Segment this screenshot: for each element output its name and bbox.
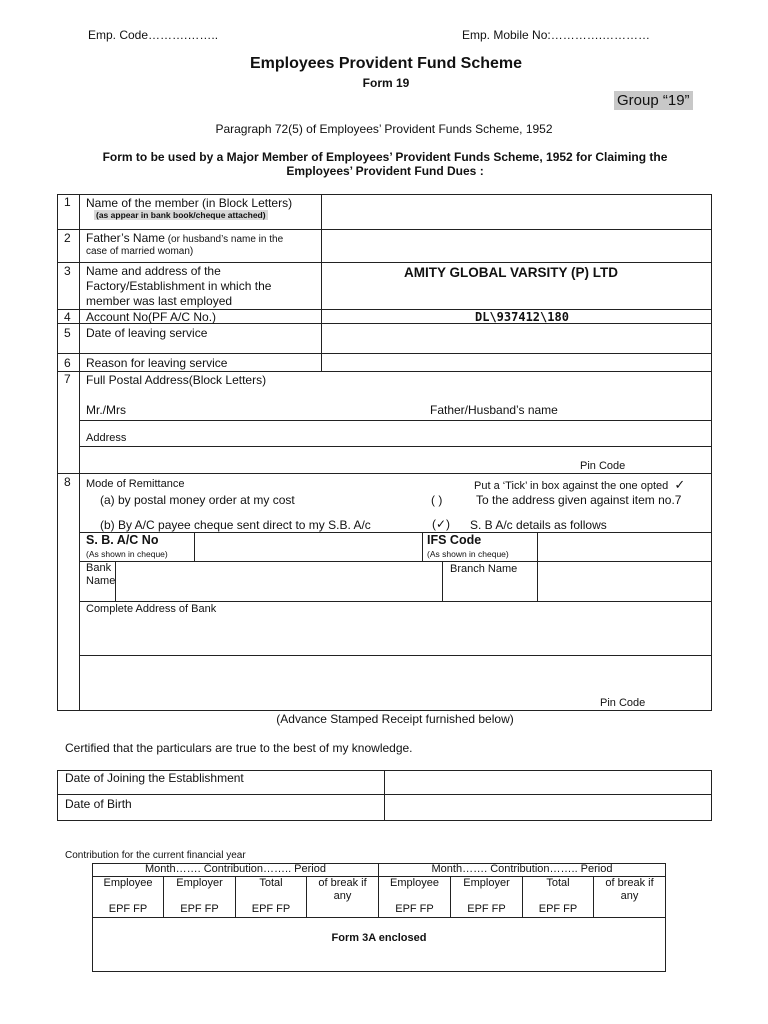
- sb-account-label: S. B. A/C No: [86, 533, 159, 547]
- member-name-note: (as appear in bank book/cheque attached): [96, 210, 266, 220]
- col-employee: Employee: [103, 877, 153, 889]
- leaving-date-input[interactable]: [323, 325, 709, 352]
- epf-fp-label: EPF FP: [538, 903, 578, 915]
- birth-date-input[interactable]: [386, 796, 710, 819]
- bank-name-label-line: Name: [86, 575, 116, 587]
- pf-account-label: Account No(PF A/C No.): [86, 310, 217, 324]
- father-name-label-sub: (or husband’s name in the: [164, 234, 284, 245]
- col-break: [307, 877, 378, 903]
- remittance-mode-label: Mode of Remittance: [86, 478, 185, 490]
- contribution-caption: Contribution for the current financial year: [65, 850, 246, 861]
- option-b-detail: S. B A/c details as follows: [470, 518, 607, 532]
- father-name-input[interactable]: [323, 231, 709, 261]
- purpose-line-1: Form to be used by a Major Member of Employees’ Provident Funds Scheme, 1952 for Claiming the: [102, 150, 668, 164]
- bank-name-input[interactable]: [117, 563, 440, 600]
- branch-name-label: Branch Name: [450, 563, 518, 575]
- epf-fp-label: EPF FP: [180, 903, 219, 915]
- father-name-label: [86, 231, 283, 245]
- col-break: [594, 877, 665, 903]
- certification-statement: Certified that the particulars are true to the best of my knowledge.: [65, 741, 413, 755]
- ifs-code-input[interactable]: [540, 534, 710, 560]
- col-break-line: of break if: [318, 877, 367, 889]
- col-employee: Employee: [390, 877, 439, 889]
- col-break-line: any: [620, 890, 639, 902]
- establishment-label-line: Name and address of the: [86, 264, 221, 278]
- col-total: Total: [546, 877, 570, 889]
- birth-date-label: Date of Birth: [65, 797, 132, 811]
- joining-date-label: Date of Joining the Establishment: [65, 771, 244, 785]
- postal-address-label: Full Postal Address(Block Letters): [86, 373, 267, 387]
- epf-fp-label: EPF FP: [395, 903, 434, 915]
- father-name-label-main: Father’s Name: [86, 231, 165, 245]
- epf-fp-label: EPF FP: [467, 903, 506, 915]
- sb-account-input[interactable]: [196, 534, 420, 560]
- establishment-label-line: Factory/Establishment in which the: [86, 279, 272, 293]
- leaving-date-label: Date of leaving service: [86, 326, 208, 340]
- receipt-note: (Advance Stamped Receipt furnished below): [276, 712, 514, 726]
- pin-code-label: Pin Code: [580, 460, 626, 472]
- col-employer: Employer: [176, 877, 223, 889]
- item-number: 3: [64, 264, 71, 278]
- purpose-line-2: Employees’ Provident Fund Dues :: [286, 164, 484, 178]
- group-badge: Group “19”: [614, 91, 693, 110]
- establishment-label-line: member was last employed: [86, 294, 233, 308]
- item-number: 6: [64, 356, 71, 370]
- option-a-checkbox[interactable]: ( ): [431, 493, 443, 507]
- joining-date-input[interactable]: [386, 772, 710, 793]
- form-title: Employees Provident Fund Scheme: [249, 55, 523, 72]
- tick-instruction: [474, 477, 685, 493]
- sb-account-note: (As shown in cheque): [86, 549, 168, 559]
- option-a-detail: To the address given against item no.7: [476, 493, 682, 507]
- bank-pin-code-label: Pin Code: [600, 697, 646, 709]
- leaving-reason-label: Reason for leaving service: [86, 356, 228, 370]
- form-number: Form 19: [362, 76, 410, 90]
- epf-fp-label: EPF FP: [251, 903, 291, 915]
- establishment-value: AMITY GLOBAL VARSITY (P) LTD: [404, 265, 619, 280]
- form-purpose: [60, 150, 710, 178]
- father-name-label-cont: case of married woman): [86, 246, 194, 257]
- item-number: 5: [64, 326, 71, 340]
- father-husband-label: Father/Husband’s name: [430, 403, 558, 417]
- item-number: 8: [64, 475, 71, 489]
- period-header-right: Month……. Contribution…….. Period: [431, 863, 613, 875]
- col-total: Total: [259, 877, 283, 889]
- emp-code-field: Emp. Code……….……..: [88, 28, 219, 42]
- item-number: 2: [64, 231, 71, 245]
- bank-name-label: [86, 562, 115, 588]
- col-employer: Employer: [463, 877, 510, 889]
- ifs-code-label: IFS Code: [427, 533, 482, 547]
- checkmark-icon: ✓: [674, 477, 686, 492]
- item-number: 4: [64, 310, 71, 324]
- establishment-label: [86, 264, 271, 309]
- member-name-input[interactable]: [323, 196, 709, 228]
- branch-name-input[interactable]: [540, 563, 710, 600]
- item-number: 1: [64, 195, 71, 209]
- option-b-checkbox[interactable]: (✓): [432, 517, 451, 531]
- bank-name-label-line: Bank: [86, 562, 112, 574]
- emp-mobile-field: Emp. Mobile No:………….…………: [462, 28, 651, 42]
- option-b-label: (b) By A/C payee cheque sent direct to my S.B. A/c: [100, 518, 371, 532]
- bank-address-label: Complete Address of Bank: [86, 603, 217, 615]
- item-number: 7: [64, 372, 71, 386]
- leaving-reason-input[interactable]: [323, 355, 709, 370]
- tick-instruction-text: Put a ‘Tick’ in box against the one opted: [474, 480, 669, 492]
- address-label: Address: [86, 432, 127, 444]
- col-break-line: any: [333, 890, 352, 902]
- ifs-code-note: (As shown in cheque): [427, 549, 509, 559]
- paragraph-reference: Paragraph 72(5) of Employees’ Provident Funds Scheme, 1952: [215, 122, 553, 136]
- period-header-left: Month……. Contribution…….. Period: [145, 863, 326, 875]
- member-name-label: Name of the member (in Block Letters): [86, 196, 293, 210]
- col-break-line: of break if: [605, 877, 654, 889]
- mr-mrs-label: Mr./Mrs: [86, 403, 126, 417]
- form-3a-enclosed: Form 3A enclosed: [331, 932, 427, 944]
- epf-fp-label: EPF FP: [108, 903, 148, 915]
- option-a-label: (a) by postal money order at my cost: [100, 493, 295, 507]
- pf-account-value: DL\937412\180: [475, 310, 569, 324]
